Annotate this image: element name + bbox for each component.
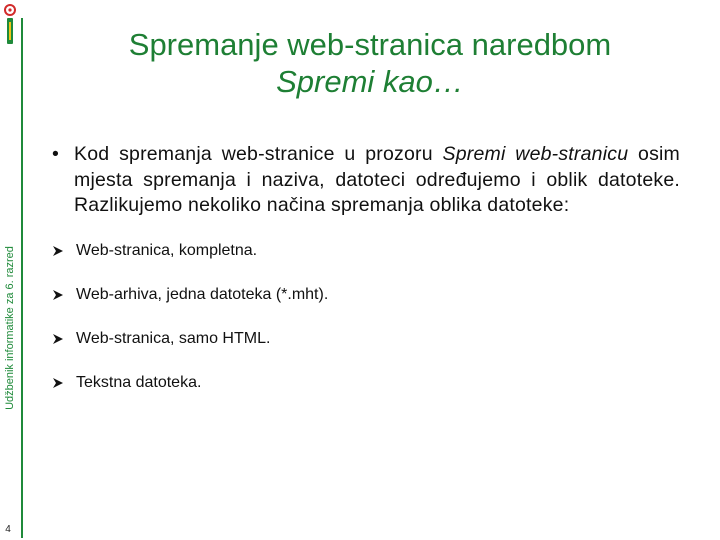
list-item: [52, 241, 680, 261]
option-label: Web-arhiva, jedna datoteka (*.mht).: [76, 285, 329, 303]
bullet-paragraph: [52, 142, 680, 219]
publisher-logo-icon: [2, 2, 18, 46]
slide-title: [40, 26, 700, 100]
page-number: 4: [5, 524, 11, 535]
arrow-bullet-icon: [52, 333, 64, 345]
title-line-2: Spremi kao…: [276, 64, 464, 100]
sidebar-divider: [21, 18, 23, 538]
option-label: Tekstna datoteka.: [76, 373, 202, 391]
arrow-bullet-icon: [52, 377, 64, 389]
slide-body: [52, 142, 680, 417]
arrow-bullet-icon: [52, 245, 64, 257]
paragraph-text-1: Kod spremanja web-stranice u prozoru: [74, 143, 443, 165]
title-line-1: Spremanje web-stranica naredbom: [128, 27, 612, 62]
book-title-vertical: [0, 0, 20, 540]
book-title-text: Udžbenik informatike za 6. razred: [4, 246, 16, 410]
arrow-bullet-icon: [52, 289, 64, 301]
option-label: Web-stranica, kompletna.: [76, 241, 258, 259]
save-format-list: [52, 241, 680, 393]
list-item: [52, 285, 680, 305]
dialog-name: Spremi web-stranicu: [442, 143, 629, 165]
paragraph-text-2: osim mjesta spremanja i naziva, datoteci određujemo i oblik datoteke. Razlikujemo nekoliko načina spremanja oblika datoteke:: [74, 143, 680, 216]
bullet-dot-icon: •: [52, 143, 60, 165]
list-item: [52, 329, 680, 349]
list-item: [52, 373, 680, 393]
option-label: Web-stranica, samo HTML.: [76, 329, 271, 347]
